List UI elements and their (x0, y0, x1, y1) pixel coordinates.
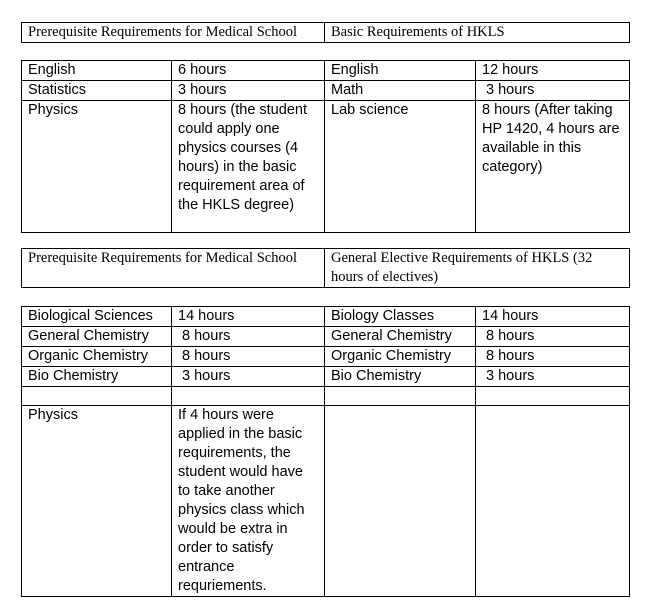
prereq-hours: 8 hours (172, 347, 325, 367)
empty-cell (476, 387, 630, 406)
header-elective-label: General Elective Requirements of HKLS (32 hours of electives) (325, 249, 630, 288)
empty-cell (476, 406, 630, 597)
hkls-hours: 3 hours (476, 81, 630, 101)
prereq-course: Biological Sciences (22, 307, 172, 327)
hkls-course: Lab science (325, 101, 476, 233)
table-row (22, 367, 630, 387)
hkls-hours: 8 hours (After taking HP 1420, 4 hours are available in this category) (476, 101, 630, 233)
table-row (22, 347, 630, 367)
prereq-course: Statistics (22, 81, 172, 101)
hkls-hours: 12 hours (476, 61, 630, 81)
header-table-basic (21, 22, 630, 43)
prereq-hours: 3 hours (172, 81, 325, 101)
prereq-course: English (22, 61, 172, 81)
header-table-elective (21, 248, 630, 288)
prereq-hours: 6 hours (172, 61, 325, 81)
prereq-course: General Chemistry (22, 327, 172, 347)
hkls-hours: 3 hours (476, 367, 630, 387)
prereq-hours: 8 hours (the student could apply one physics courses (4 hours) in the basic requirement area of the HKLS degree) (172, 101, 325, 233)
hkls-course: General Chemistry (325, 327, 476, 347)
table-row (22, 327, 630, 347)
physics-note-text: If 4 hours were applied in the basic requirements, the student would have to take another physics class which would be extra in order to satisfy entrance requriements. (172, 406, 325, 597)
basic-requirements-table (21, 60, 630, 233)
hkls-hours: 14 hours (476, 307, 630, 327)
hkls-hours: 8 hours (476, 327, 630, 347)
prereq-course: Bio Chemistry (22, 367, 172, 387)
table-row (22, 307, 630, 327)
hkls-hours: 8 hours (476, 347, 630, 367)
elective-requirements-table (21, 306, 630, 597)
table-row-spacer (22, 387, 630, 406)
prereq-hours: 14 hours (172, 307, 325, 327)
empty-cell (325, 387, 476, 406)
header-basic-label: Basic Requirements of HKLS (325, 23, 630, 43)
hkls-course: Organic Chemistry (325, 347, 476, 367)
prereq-course: Organic Chemistry (22, 347, 172, 367)
prereq-course: Physics (22, 101, 172, 233)
prereq-hours: 8 hours (172, 327, 325, 347)
empty-cell (172, 387, 325, 406)
table-row (22, 81, 630, 101)
table-row (22, 101, 630, 233)
hkls-course: Biology Classes (325, 307, 476, 327)
hkls-course: Bio Chemistry (325, 367, 476, 387)
empty-cell (325, 406, 476, 597)
prereq-course: Physics (22, 406, 172, 597)
prereq-hours: 3 hours (172, 367, 325, 387)
header-prereq-label: Prerequisite Requirements for Medical School (22, 249, 325, 288)
table-row (22, 406, 630, 597)
header-prereq-label: Prerequisite Requirements for Medical School (22, 23, 325, 43)
hkls-course: English (325, 61, 476, 81)
table-row (22, 61, 630, 81)
hkls-course: Math (325, 81, 476, 101)
empty-cell (22, 387, 172, 406)
